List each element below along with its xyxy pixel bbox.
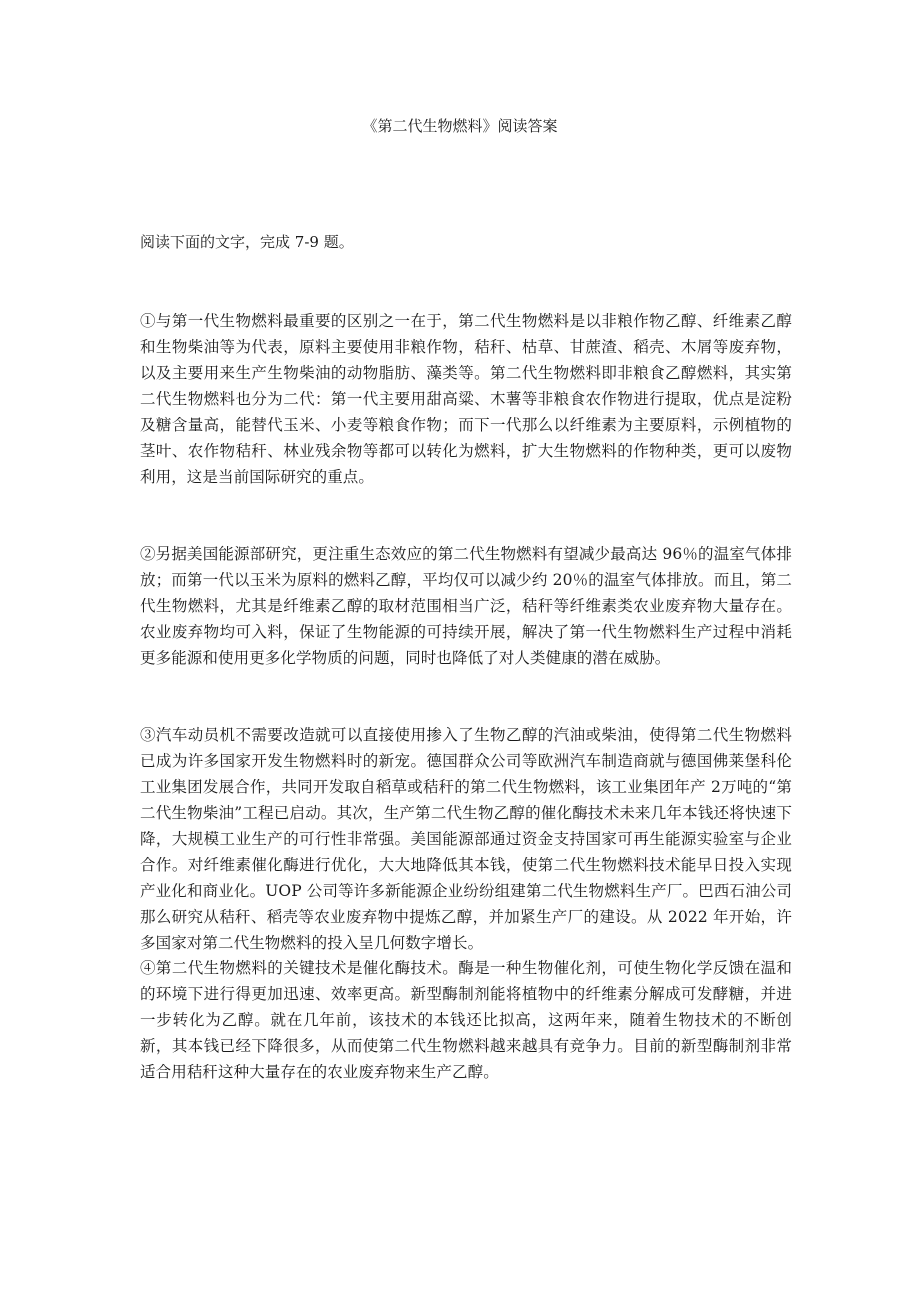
paragraph-4: ④第二代生物燃料的关键技术是催化酶技术。酶是一种生物催化剂，可使生物化学反馈在温和的环境下进行得更加迅速、效率更高。新型酶制剂能将植物中的纤维素分解成可发酵糖，并进一步转化为乙醇。就在几年前，该技术的本钱还比拟高，这两年来，随着生物技术的不断创新，其本钱已经下降很多，从而使第二代生物燃料越来越具有竞争力。目前的新型酶制剂非常适合用秸秆这种大量存在的农业废弃物来生产乙醇。 <box>140 959 792 1081</box>
paragraph-3: ③汽车动员机不需要改造就可以直接使用掺入了生物乙醇的汽油或柴油，使得第二代生物燃料已成为许多国家开发生物燃料时的新宠。德国群众公司等欧洲汽车制造商就与德国佛莱堡科伦工业集团发展合作，共同开发取自稻草或秸秆的第二代生物燃料，该工业集团年产 2万吨的“第二代生物柴油”工程已启动。其次，生产第二代生物乙醇的催化酶技术未来几年本钱还将快速下降，大规模工业生产的可行性非常强。美国能源部通过资金支持国家可再生能源实验室与企业合作。对纤维素催化酶进行优化，大大地降低其本钱，使第二代生物燃料技术能早日投入实现产业化和商业化。UOP 公司等许多新能源企业纷纷组建第二代生物燃料生产厂。巴西石油公司那么研究从秸秆、稻壳等农业废弃物中提炼乙醇，并加紧生产厂的建设。从 2022 年开始，许多国家对第二代生物燃料的投入呈几何数字增长。 <box>140 726 792 952</box>
reading-instruction: 阅读下面的文字，完成 7-9 题。 <box>140 233 354 251</box>
paragraph-2: ②另据美国能源部研究，更注重生态效应的第二代生物燃料有望减少最高达 96％的温室气体排放；而第一代以玉米为原料的燃料乙醇，平均仅可以减少约 20％的温室气体排放。而且，第二代生物燃料，尤其是纤维素乙醇的取材范围相当广泛，秸秆等纤维素类农业废弃物大量存在。农业废弃物均可入料，保证了生物能源的可持续开展，解决了第一代生物燃料生产过程中消耗更多能源和使用更多化学物质的问题，同时也降低了对人类健康的潜在威胁。 <box>140 545 792 667</box>
document-title: 《第二代生物燃料》阅读答案 <box>362 117 558 135</box>
paragraph-1: ①与第一代生物燃料最重要的区别之一在于，第二代生物燃料是以非粮作物乙醇、纤维素乙醇和生物柴油等为代表，原料主要使用非粮作物，秸秆、枯草、甘蔗渣、稻壳、木屑等废弃物，以及主要用来生产生物柴油的动物脂肪、藻类等。第二代生物燃料即非粮食乙醇燃料，其实第二代生物燃料也分为二代：第一代主要用甜高粱、木薯等非粮食农作物进行提取，优点是淀粉及糖含量高，能替代玉米、小麦等粮食作物；而下一代那么以纤维素为主要原料，示例植物的茎叶、农作物秸秆、林业残余物等都可以转化为燃料，扩大生物燃料的作物种类，更可以废物利用，这是当前国际研究的重点。 <box>140 312 792 486</box>
